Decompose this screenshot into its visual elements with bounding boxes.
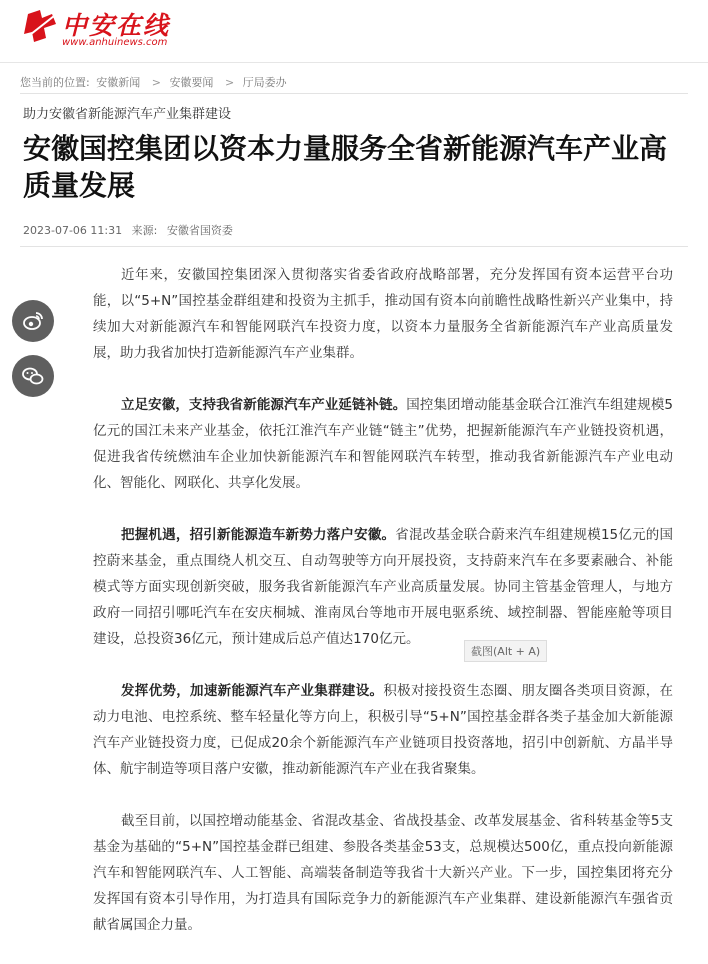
paragraph-text: 截至目前，以国控增动能基金、省混改基金、省战投基金、改革发展基金、省科转基金等5支基金为基础的“5+N”国控基金群已组建、参股各类基金53支，总规模达500亿，重点投向新能源汽车和智能网联汽车、人工智能、高端装备制造等我省十大新兴产业。下一步，国控集团将充分发挥国有资本引导作用，为打造具有国际竞争力的新能源汽车产业集群、建设新能源汽车强省贡献省属国企力量。	[93, 813, 673, 933]
breadcrumb-separator: >	[151, 76, 161, 89]
article-body	[93, 262, 673, 964]
article-paragraph	[93, 262, 673, 366]
paragraph-text: 国控集团增动能基金联合江淮汽车组建规模5亿元的国江未来产业基金，依托江淮汽车产业链“链主”优势，把握新能源汽车产业链投资机遇，促进我省传统燃油车企业加快新能源汽车和智能网联汽车转型，推动我省新能源汽车产业电动化、智能化、网联化、共享化发展。	[93, 397, 674, 491]
article-subtitle: 助力安徽省新能源汽车产业集群建设	[23, 107, 232, 122]
article-paragraph	[93, 522, 673, 652]
screenshot-tooltip: 截图(Alt + A)	[464, 640, 547, 662]
logo-url: www.anhuinews.com	[62, 37, 168, 48]
article-paragraph	[93, 392, 673, 496]
weibo-icon	[21, 309, 45, 333]
paragraph-text: 省混改基金联合蔚来汽车组建规模15亿元的国控蔚来基金，重点围绕人机交互、自动驾驶等方向开展投资，支持蔚来汽车在多要素融合、补能模式等方面实现创新突破，服务我省新能源汽车产业高质量发展。协同主管基金管理人，与地方政府一同招引哪吒汽车在安庆桐城、淮南凤台等地市开展电驱系统、域控制器、智能座舱等项目建设，总投资36亿元，预计建成后总产值达170亿元。	[93, 527, 673, 647]
breadcrumb-prefix: 您当前的位置:	[20, 76, 90, 89]
breadcrumb-item-departments[interactable]: 厅局委办	[242, 76, 287, 89]
paragraph-text: 近年来，安徽国控集团深入贯彻落实省委省政府战略部署，充分发挥国有资本运营平台功能，以“5+N”国控基金群组建和投资为主抓手，推动国有资本向前瞻性战略性新兴产业集中，持续加大对新能源汽车和智能网联汽车投资力度，以资本力量服务全省新能源汽车产业高质量发展，助力我省加快打造新能源汽车产业集群。	[93, 267, 673, 361]
share-weibo-button[interactable]	[12, 300, 54, 342]
logo-mark-icon	[22, 8, 60, 46]
paragraph-lead: 把握机遇，招引新能源造车新势力落户安徽。	[121, 527, 396, 543]
breadcrumb-divider	[20, 93, 688, 94]
article-title: 安徽国控集团以资本力量服务全省新能源汽车产业高质量发展	[23, 132, 668, 202]
meta-divider	[20, 246, 688, 247]
paragraph-lead: 发挥优势，加速新能源汽车产业集群建设。	[121, 683, 384, 699]
article-paragraph	[93, 678, 673, 782]
article-source: 安徽省国资委	[166, 224, 233, 237]
logo-text: 中安在线	[62, 11, 171, 40]
breadcrumb-separator: >	[224, 76, 235, 89]
site-header	[0, 0, 708, 63]
article-date: 2023-07-06 11:31	[23, 224, 123, 237]
paragraph-lead: 立足安徽，支持我省新能源汽车产业延链补链。	[121, 397, 407, 413]
article-paragraph	[93, 808, 673, 938]
paragraph-text: 积极对接投资生态圈、朋友圈各类项目资源，在动力电池、电控系统、整车轻量化等方向上，积极引导“5+N”国控基金群各类子基金加大新能源汽车产业链投资力度，已促成20余个新能源汽车产业链项目投资落地，招引中创新航、方晶半导体、航宇制造等项目落户安徽，推动新能源汽车产业在我省聚集。	[93, 683, 674, 777]
breadcrumb-item-anhui-news[interactable]: 安徽新闻	[96, 76, 141, 89]
breadcrumb	[20, 74, 290, 90]
share-wechat-button[interactable]	[12, 355, 54, 397]
breadcrumb-item-anhui-headlines[interactable]: 安徽要闻	[169, 76, 214, 89]
site-logo[interactable]	[22, 6, 182, 56]
article-meta	[23, 222, 239, 238]
wechat-icon	[21, 364, 45, 388]
article-source-label: 来源:	[131, 224, 158, 237]
